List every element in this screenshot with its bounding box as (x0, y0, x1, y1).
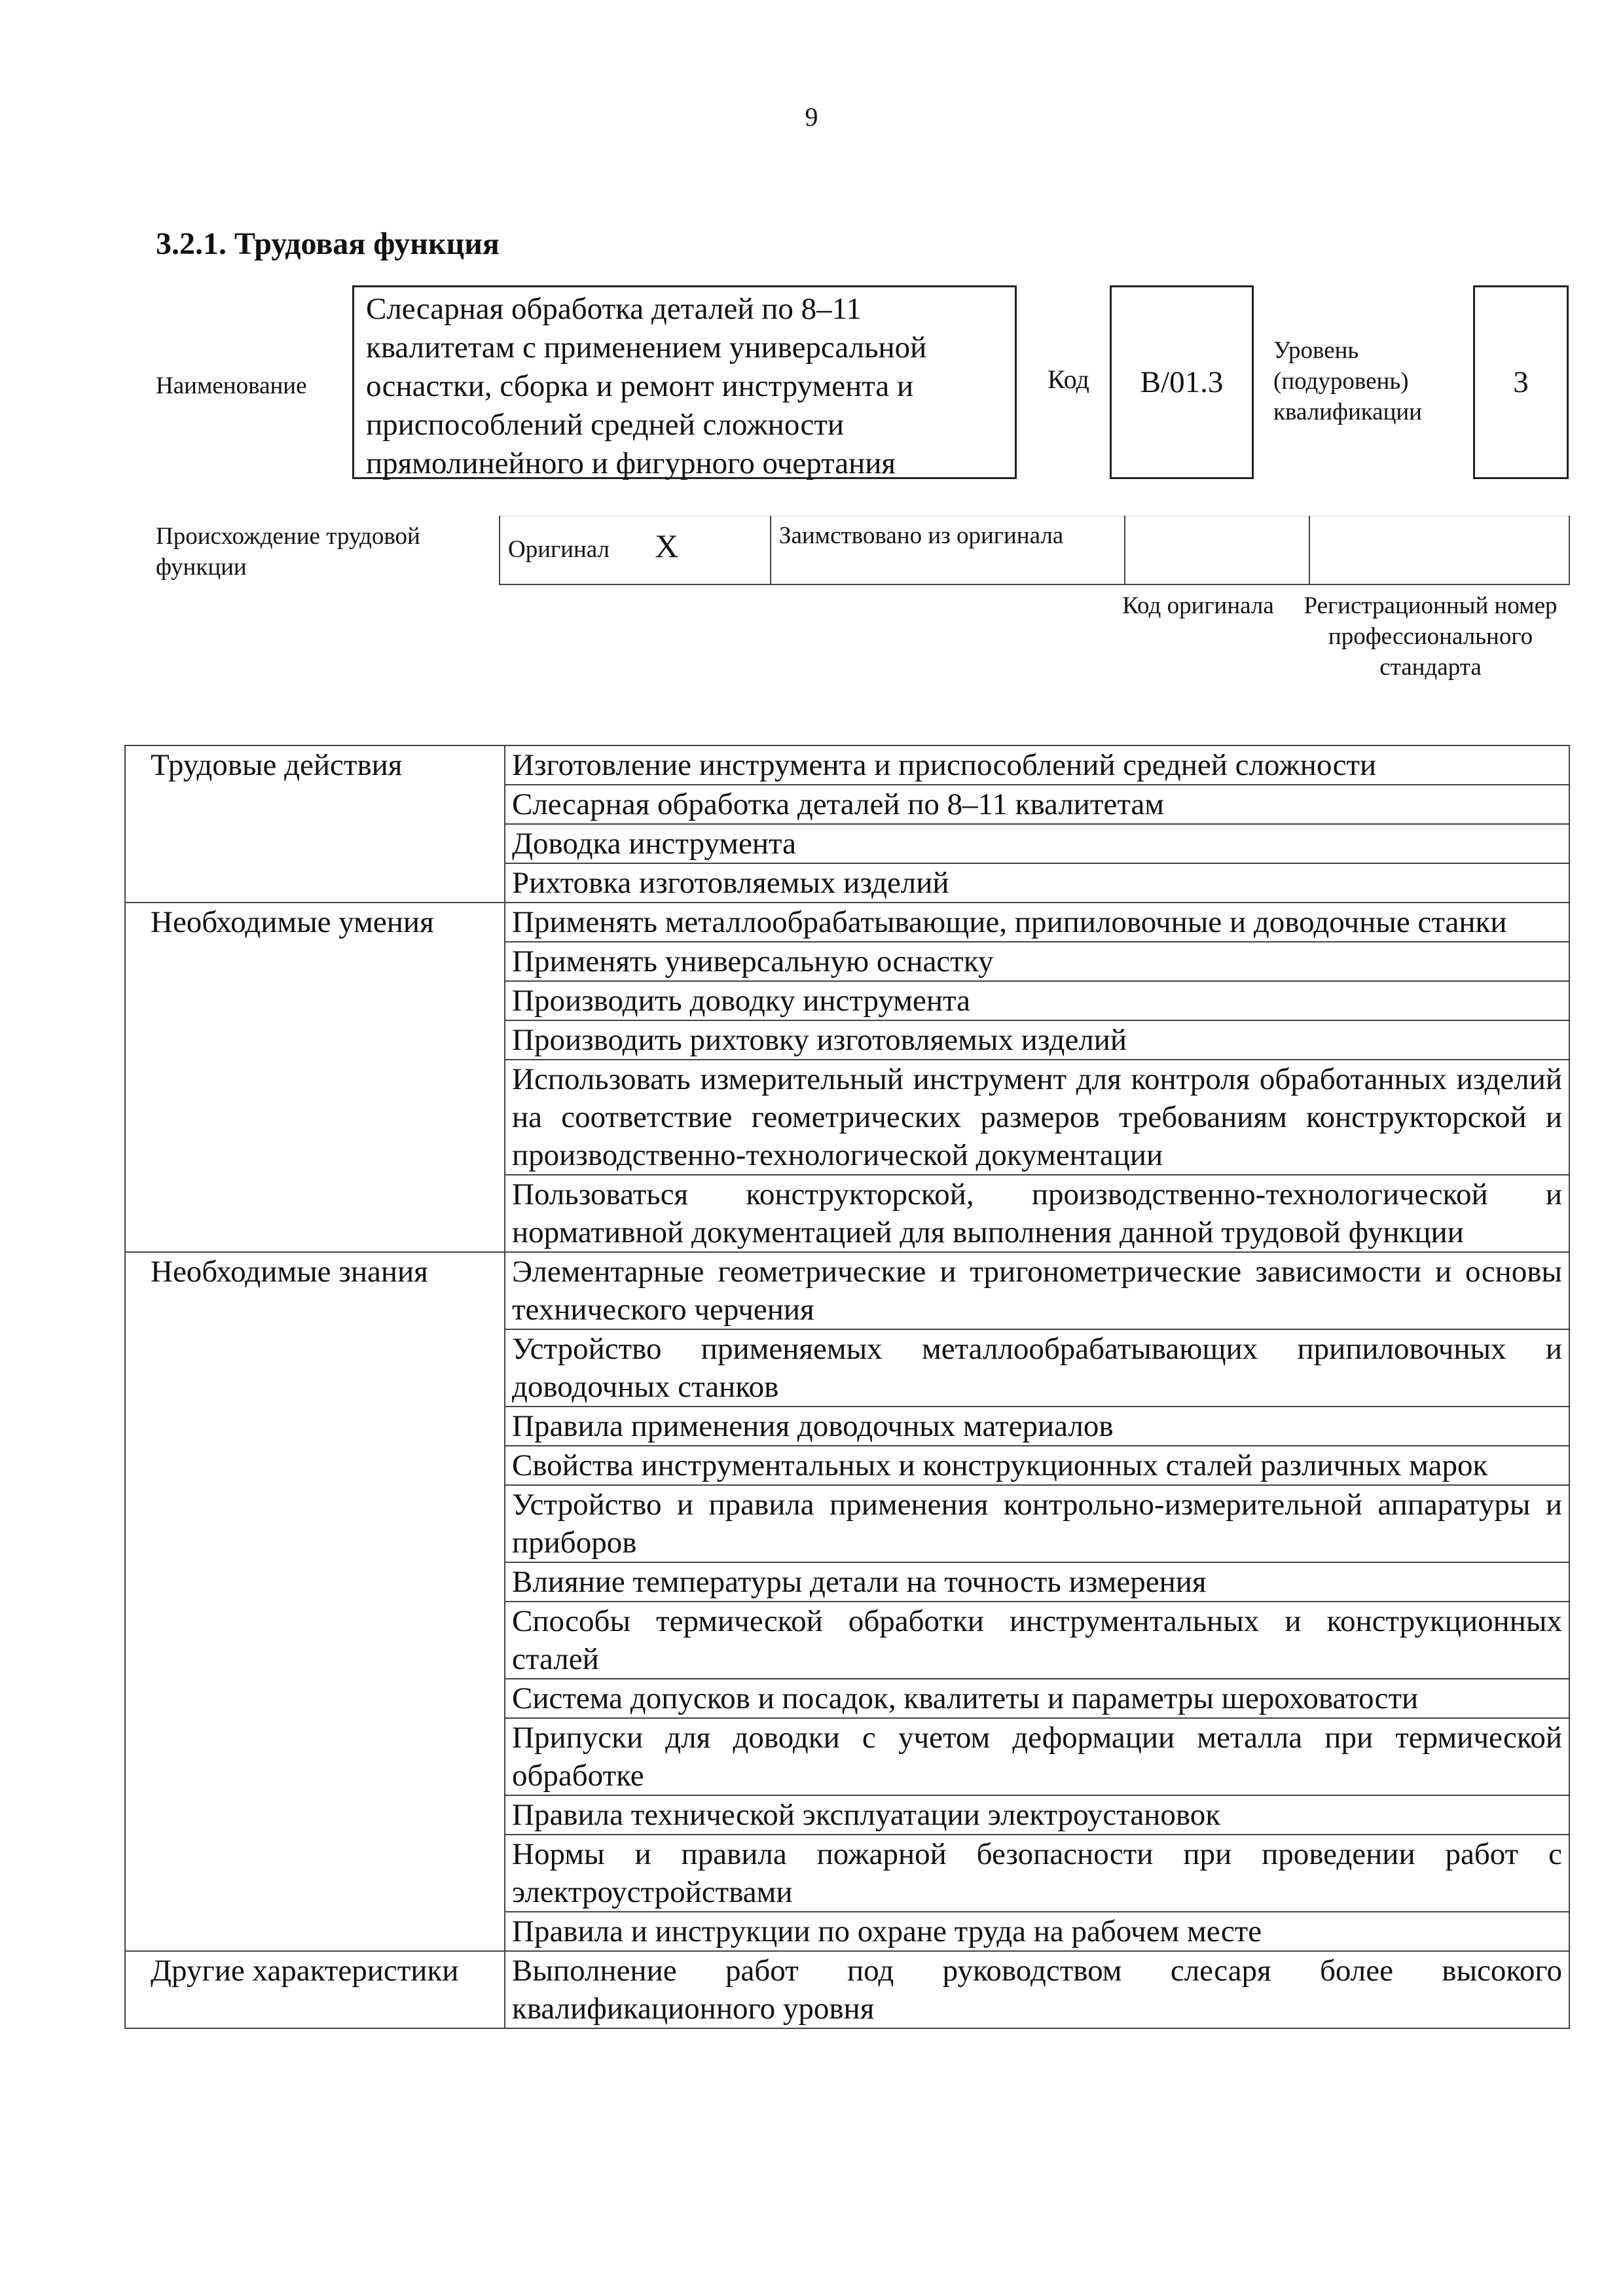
origin-table (499, 516, 1570, 585)
row-item: Устройство и правила применения контрольно-измерительной аппаратуры и приборов (505, 1485, 1569, 1562)
row-item: Доводка инструмента (505, 824, 1569, 863)
function-details-table (124, 745, 1570, 2029)
function-name-box: Слесарная обработка деталей по 8–11 квалитетам с применением универсальной оснастки, сборка и ремонт инструмента и приспособлений средней сложности прямолинейного и фигурного очертания (352, 285, 1017, 479)
row-item: Пользоваться конструкторской, производственно-технологической и нормативной документацией для выполнения данной трудовой функции (505, 1175, 1569, 1252)
row-item: Рихтовка изготовляемых изделий (505, 863, 1569, 903)
page-number: 9 (805, 102, 818, 132)
name-label: Наименование (156, 372, 307, 399)
table-row (125, 1951, 1569, 2028)
level-value: 3 (1473, 285, 1569, 479)
row-item: Использовать измерительный инструмент для контроля обработанных изделий на соответствие геометрических размеров требованиям конструкторской и производственно-технологической документации (505, 1060, 1569, 1175)
row-item: Применять универсальную оснастку (505, 942, 1569, 981)
row-category: Необходимые умения (125, 903, 505, 1252)
reg-number-caption: Регистрационный номер профессионального стандарта (1304, 592, 1558, 681)
row-item: Устройство применяемых металлообрабатывающих припиловочных и доводочных станков (505, 1329, 1569, 1407)
row-item: Свойства инструментальных и конструкционных сталей различных марок (505, 1446, 1569, 1485)
table-row (125, 745, 1569, 785)
row-item: Правила и инструкции по охране труда на рабочем месте (505, 1912, 1569, 1951)
origin-label: Происхождение трудовой функции (156, 523, 420, 581)
row-item: Производить рихтовку изготовляемых изделий (505, 1020, 1569, 1060)
code-original-caption: Код оригинала (1122, 592, 1274, 619)
table-row (125, 903, 1569, 942)
row-item: Способы термической обработки инструментальных и конструкционных сталей (505, 1602, 1569, 1679)
code-value: B/01.3 (1110, 285, 1254, 479)
row-category: Трудовые действия (125, 745, 505, 903)
level-label: Уровень (подуровень) квалификации (1273, 337, 1422, 425)
original-mark: X (655, 528, 679, 564)
row-item: Слесарная обработка деталей по 8–11 квалитетам (505, 785, 1569, 824)
row-item: Применять металлообрабатывающие, припиловочные и доводочные станки (505, 903, 1569, 942)
origin-reg-cell (1309, 516, 1569, 585)
row-item: Система допусков и посадок, квалитеты и параметры шероховатости (505, 1679, 1569, 1718)
origin-code-cell (1125, 516, 1310, 585)
row-item: Правила применения доводочных материалов (505, 1407, 1569, 1446)
section-title: 3.2.1. Трудовая функция (156, 226, 500, 261)
row-item: Припуски для доводки с учетом деформации металла при термической обработке (505, 1718, 1569, 1795)
table-row (125, 1252, 1569, 1329)
code-label: Код (1048, 365, 1089, 394)
row-category: Другие характеристики (125, 1951, 505, 2028)
borrowed-label: Заимствовано из оригинала (771, 516, 1125, 585)
row-item: Нормы и правила пожарной безопасности при проведении работ с электроустройствами (505, 1835, 1569, 1912)
origin-original-cell (500, 516, 771, 585)
original-label: Оригинал (508, 536, 610, 563)
row-item: Производить доводку инструмента (505, 981, 1569, 1020)
row-item: Элементарные геометрические и тригонометрические зависимости и основы технического черчения (505, 1252, 1569, 1329)
row-item: Правила технической эксплуатации электроустановок (505, 1795, 1569, 1835)
row-item: Выполнение работ под руководством слесаря более высокого квалификационного уровня (505, 1951, 1569, 2028)
row-item: Изготовление инструмента и приспособлений средней сложности (505, 745, 1569, 785)
row-item: Влияние температуры детали на точность измерения (505, 1562, 1569, 1602)
row-category: Необходимые знания (125, 1252, 505, 1951)
